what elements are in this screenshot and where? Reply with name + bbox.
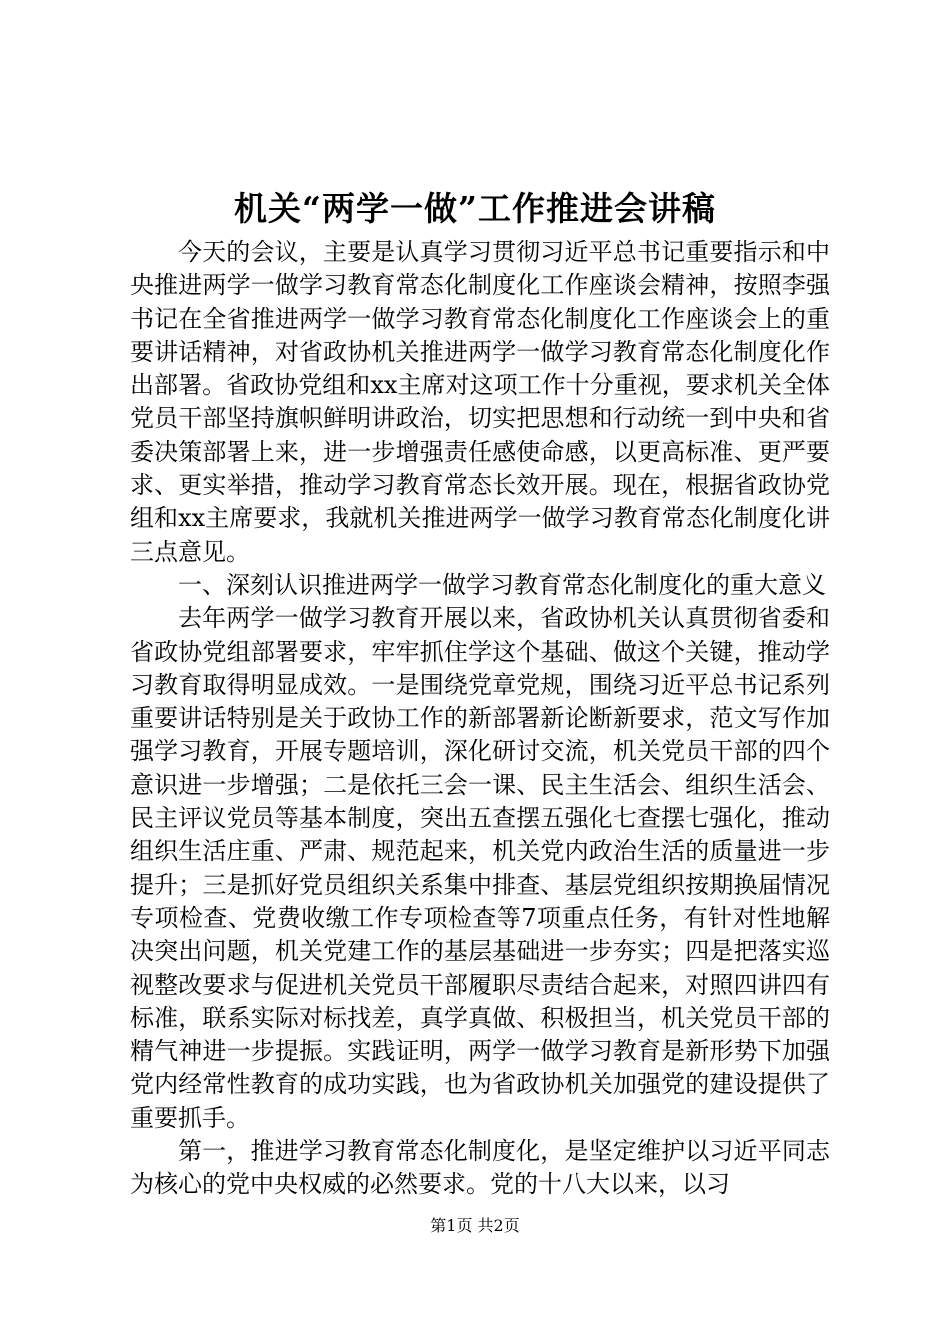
document-title: 机关“两学一做”工作推进会讲稿	[234, 189, 716, 228]
paragraph-heading-one: 一、深刻认识推进两学一做学习教育常态化制度化的重大意义	[178, 570, 826, 599]
paragraph-first-point: 第一，推进学习教育常态化制度化，是坚定维护以习近平同志为核心的党中央权威的必然要求。党的十八大以来，以习	[130, 1137, 830, 1199]
paragraph-achievements: 去年两学一做学习教育开展以来，省政协机关认真贯彻省委和省政协党组部署要求，牢牢抓住学这个基础、做这个关键，推动学习教育取得明显成效。一是围绕党章党规，围绕习近平总书记系列重要讲话特别是关于政协工作的新部署新论断新要求，范文写作加强学习教育，开展专题培训，深化研讨交流，机关党员干部的四个意识进一步增强；二是依托三会一课、民主生活会、组织生活会、民主评议党员等基本制度，突出五查摆五强化七查摆七强化，推动组织生活庄重、严肃、规范起来，机关党内政治生活的质量进一步提升；三是抓好党员组织关系集中排查、基层党组织按期换届情况专项检查、党费收缴工作专项检查等7项重点任务，有针对性地解决突出问题，机关党建工作的基层基础进一步夯实；四是把落实巡视整改要求与促进机关党员干部履职尽责结合起来，对照四讲四有标准，联系实际对标找差，真学真做、积极担当，机关党员干部的精气神进一步提振。实践证明，两学一做学习教育是新形势下加强党内经常性教育的成功实践，也为省政协机关加强党的建设提供了重要抓手。	[130, 604, 830, 1132]
page-number-footer: 第1页 共2页	[430, 1216, 520, 1235]
paragraph-intro: 今天的会议，主要是认真学习贯彻习近平总书记重要指示和中央推进两学一做学习教育常态化制度化工作座谈会精神，按照李强书记在全省推进两学一做学习教育常态化制度化工作座谈会上的重要讲话精神，对省政协机关推进两学一做学习教育常态化制度化作出部署。省政协党组和xx主席对这项工作十分重视，要求机关全体党员干部坚持旗帜鲜明讲政治，切实把思想和行动统一到中央和省委决策部署上来，进一步增强责任感使命感，以更高标准、更严要求、更实举措，推动学习教育常态长效开展。现在，根据省政协党组和xx主席要求，我就机关推进两学一做学习教育常态化制度化讲三点意见。	[130, 238, 830, 566]
document-body	[130, 236, 830, 1202]
